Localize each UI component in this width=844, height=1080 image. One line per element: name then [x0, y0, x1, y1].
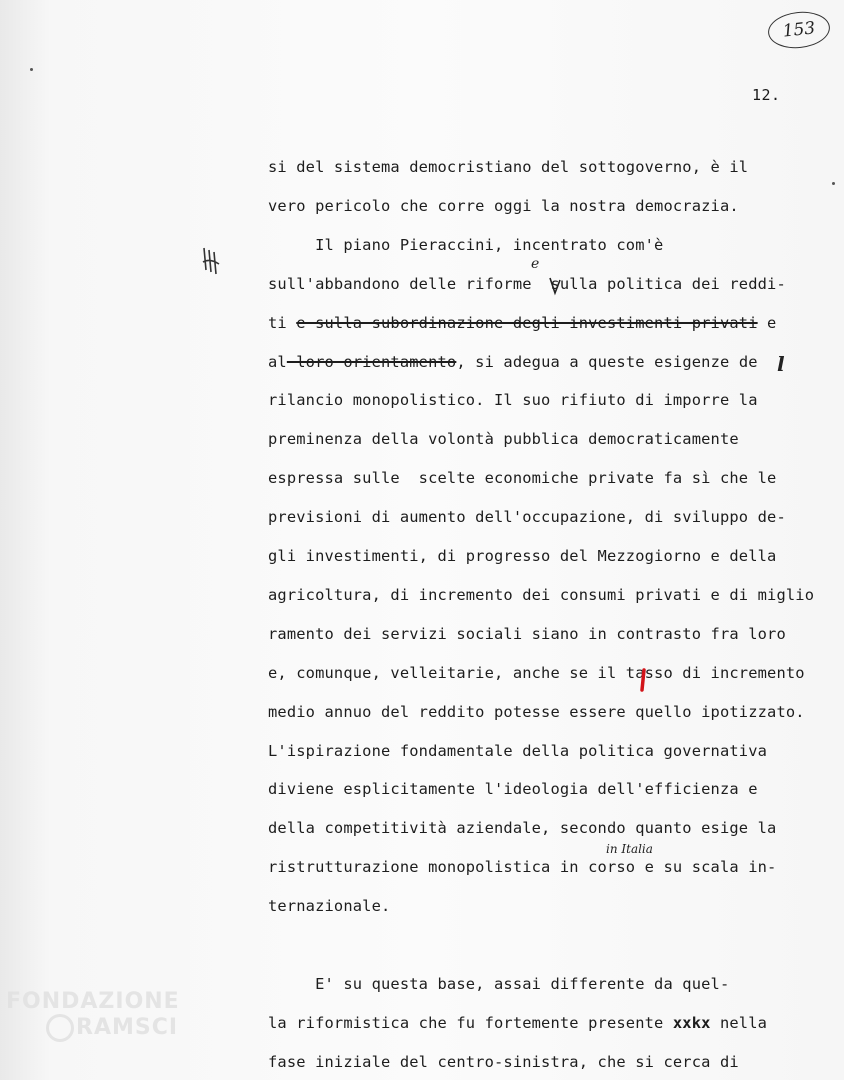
text-segment: la riformistica che fu fortemente presente: [268, 1013, 673, 1032]
text-segment: ristrutturazione monopolistica in corso: [268, 858, 645, 877]
text-segment: e: [757, 313, 777, 332]
handwritten-insertion-l: l: [777, 352, 785, 376]
text-line: [268, 469, 776, 487]
text-line: [268, 819, 776, 837]
text-segment: gli investimenti, di progresso del Mezzogiorno e della: [268, 547, 777, 565]
text-segment: previsioni di aumento dell'occupazione, di sviluppo de-: [268, 508, 786, 527]
text-line: [268, 391, 758, 409]
margin-scribble-icon: [200, 244, 222, 278]
text-line: [268, 353, 758, 371]
text-line: [268, 158, 748, 176]
text-line: [268, 780, 758, 798]
text-segment: L'ispirazione fondamentale della politica governativa: [268, 741, 768, 760]
text-segment: E' su questa base, assai differente da quel-: [268, 974, 730, 993]
watermark-line2: RAMSCI: [76, 1015, 179, 1040]
text-segment: ternazionale.: [268, 897, 391, 916]
text-segment: al: [268, 352, 287, 371]
text-line: [268, 314, 776, 332]
text-segment: fase iniziale del centro-sinistra, che si cerca di: [268, 1052, 739, 1071]
text-line: [268, 1014, 767, 1032]
text-segment: espressa sulle scelte economiche private fa sì che le: [268, 469, 777, 488]
speck: [832, 182, 835, 185]
text-segment: rilancio monopolistico. Il suo rifiuto di imporre la: [268, 391, 758, 410]
text-segment: medio annuo del reddito potesse essere quello ipotizzato.: [268, 702, 805, 721]
struck-text: loro orientamento: [286, 352, 457, 371]
text-segment: preminenza della volontà pubblica democraticamente: [268, 430, 739, 449]
handwritten-insertion-e: e: [531, 256, 540, 272]
text-line: [268, 742, 767, 760]
text-segment: tasso di incremento: [616, 663, 805, 682]
text-line: [268, 1053, 739, 1071]
text-segment: sull'abbandono delle riforme: [268, 274, 542, 293]
text-segment: sulla politica dei reddi-: [541, 274, 786, 293]
text-segment: della competitività aziendale, secondo quanto esige la: [268, 819, 777, 838]
text-segment: Il piano Pieraccini, incentrato com'è: [268, 235, 664, 254]
text-line: [268, 236, 663, 254]
speck: [30, 68, 33, 71]
watermark-g-logo-icon: [46, 1014, 74, 1042]
text-segment: xxkx: [672, 1013, 711, 1032]
text-line: [268, 586, 814, 604]
text-line: [268, 897, 390, 915]
text-line: [268, 275, 786, 293]
text-line: [268, 858, 776, 876]
red-correction-mark-icon: [638, 668, 648, 692]
text-segment: , si adegua a queste esigenze de: [456, 352, 758, 371]
text-segment: ramento dei servizi sociali siano in contrasto fra loro: [268, 624, 786, 643]
text-line: [268, 625, 786, 643]
text-line: [268, 664, 805, 682]
struck-text: e sulla subordinazione degli investimenti privati: [296, 313, 758, 332]
archive-number-stamp: 153: [766, 9, 831, 51]
text-line: [268, 547, 776, 565]
watermark-line2-wrap: [6, 1014, 216, 1042]
handwritten-insertion-in-italia: in Italia: [606, 842, 653, 856]
insertion-caret-icon: [548, 276, 562, 296]
text-segment: vero pericolo che corre oggi la nostra democrazia.: [268, 196, 739, 215]
text-line: [268, 197, 739, 215]
text-line: [268, 703, 805, 721]
text-segment: si del sistema democristiano del sottogoverno, è il: [268, 158, 749, 176]
text-segment: ti: [268, 313, 297, 332]
text-line: [268, 430, 739, 448]
text-segment: agricoltura, di incremento dei consumi privati e di miglio: [268, 585, 815, 604]
fondazione-gramsci-watermark: [6, 990, 216, 1042]
text-segment: diviene esplicitamente l'ideologia dell'efficienza e: [268, 780, 758, 799]
text-line: [268, 975, 729, 993]
text-segment: e, comunque, velleitarie, anche se il: [268, 663, 617, 682]
page-number: 12.: [752, 86, 781, 104]
text-segment: nella: [710, 1013, 768, 1032]
watermark-line1: FONDAZIONE: [6, 989, 180, 1014]
text-segment: e su scala in-: [644, 858, 777, 877]
text-line: [268, 508, 786, 526]
